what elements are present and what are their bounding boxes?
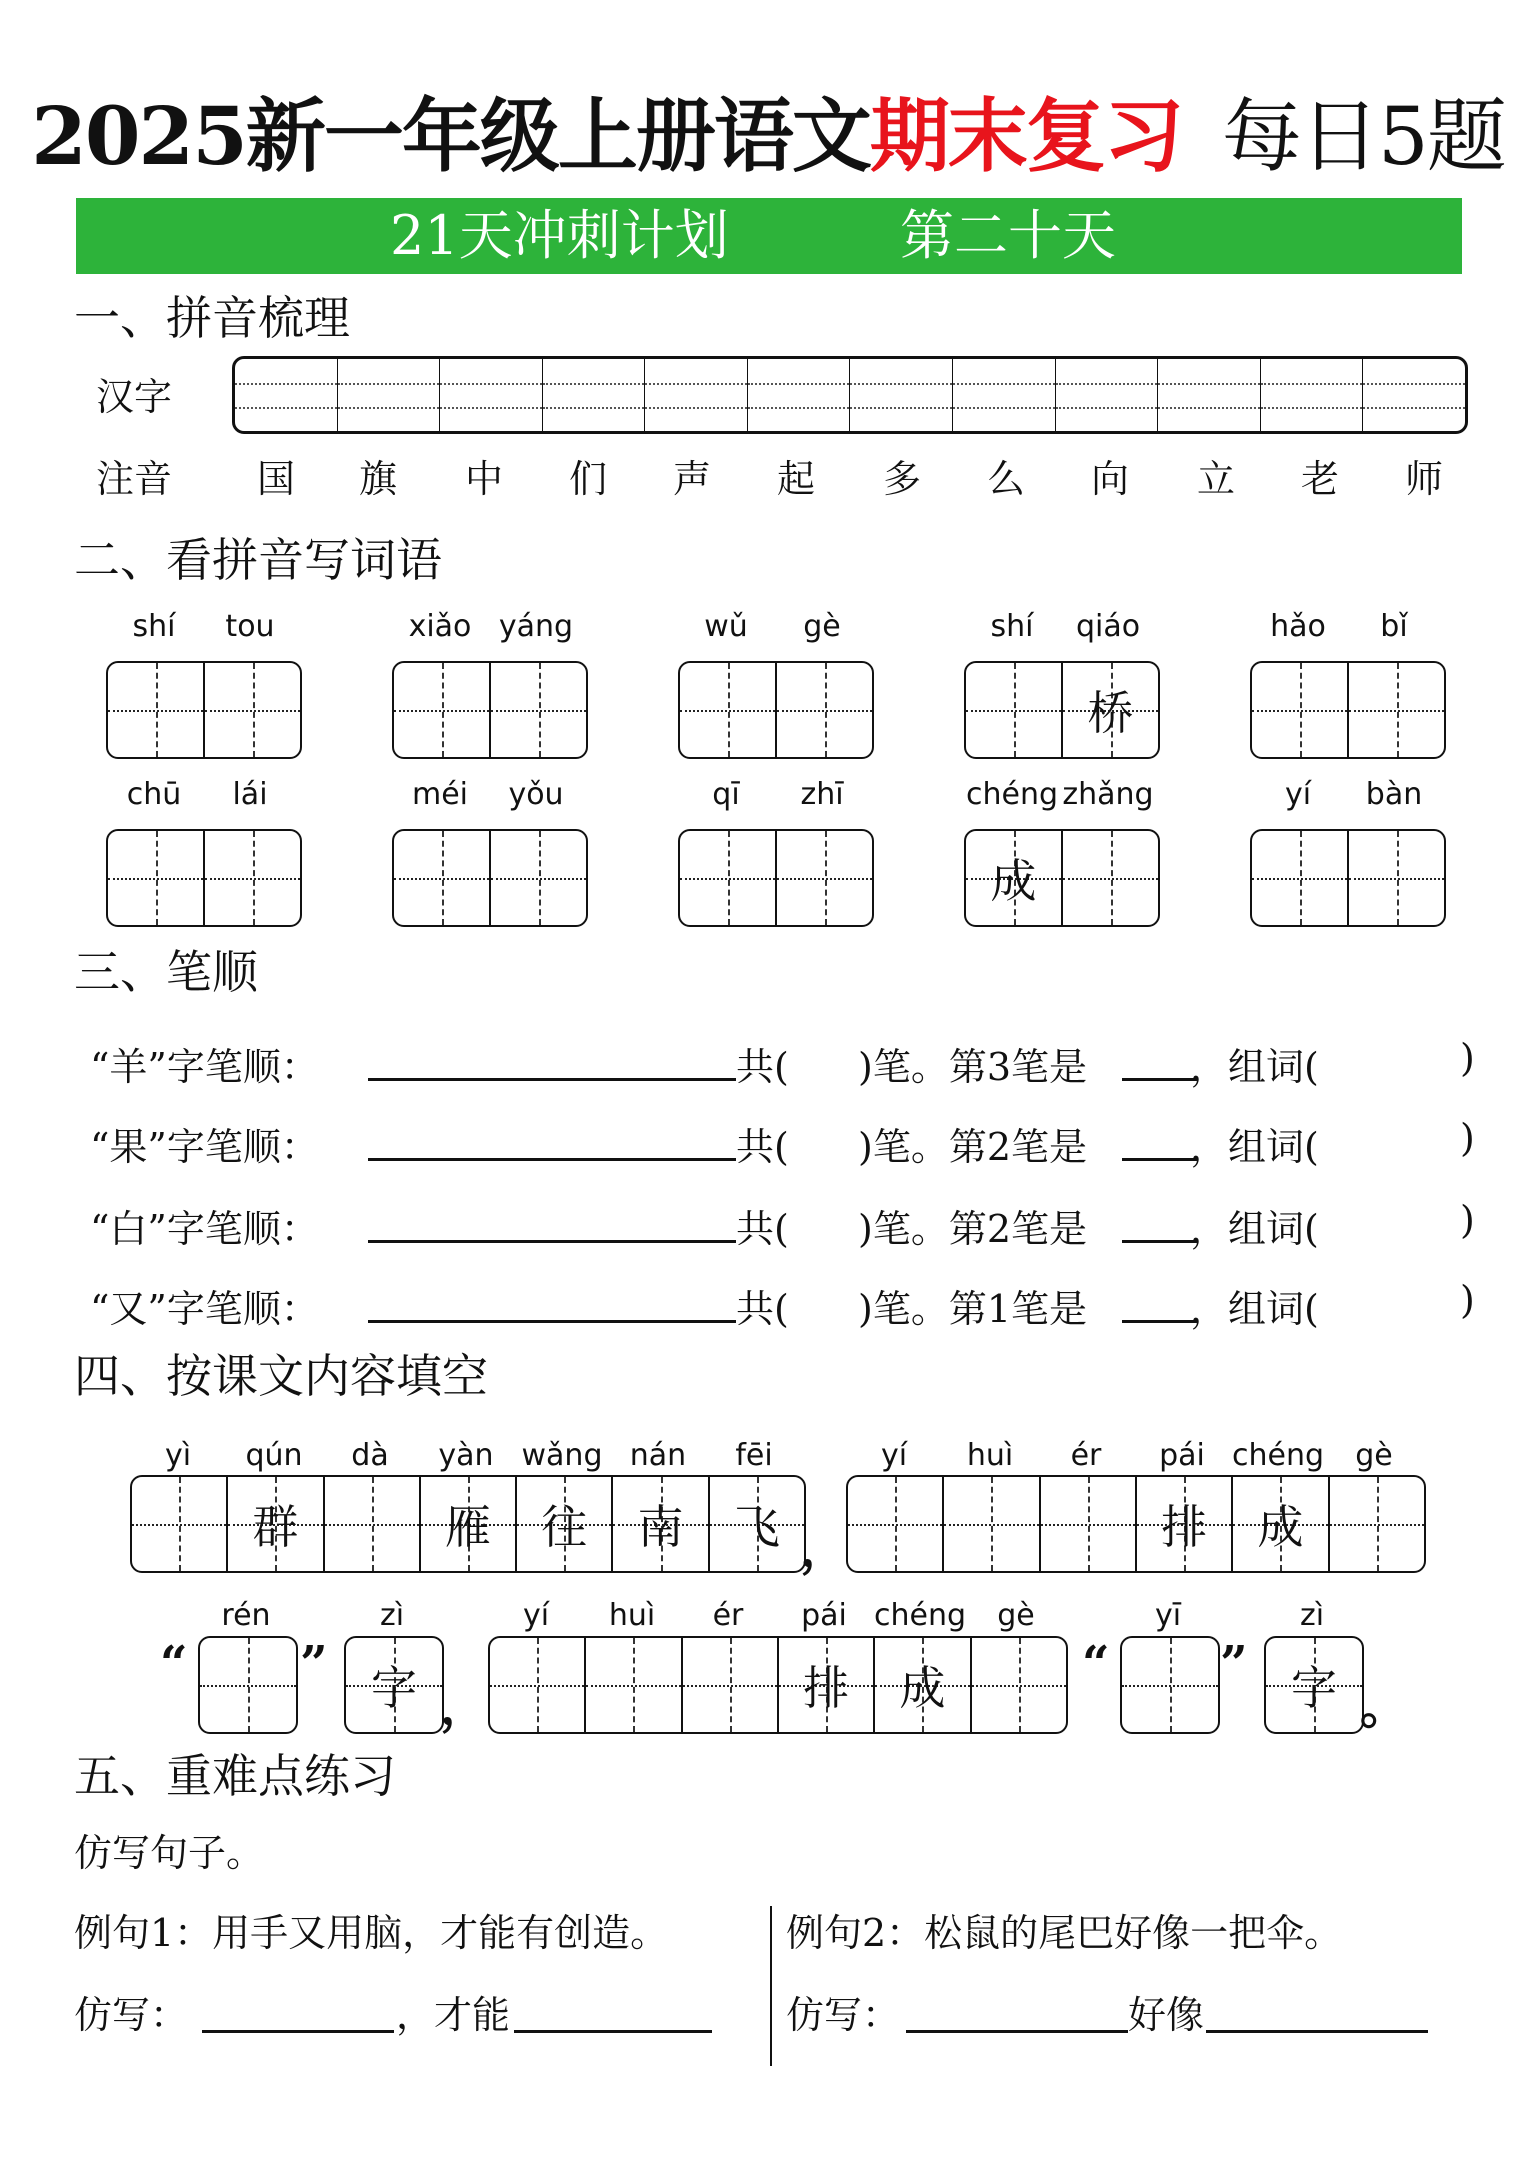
- imitate-2: [786, 1984, 1486, 2044]
- imitate-1-connector: ，才能: [396, 1993, 511, 2037]
- tianzige-box: [1264, 1636, 1364, 1734]
- tianzige-cell[interactable]: [205, 831, 300, 925]
- section4-title: 四、按课文内容填空: [74, 1349, 488, 1403]
- tianzige-cell[interactable]: [848, 1477, 944, 1571]
- pinyin-syllable: wǔ: [704, 609, 748, 644]
- tianzige-cell[interactable]: [944, 1477, 1040, 1571]
- pinyin-syllable: méi: [411, 777, 469, 812]
- zhuyin-char: 起: [777, 457, 816, 501]
- tianzige-cell[interactable]: [132, 1477, 228, 1571]
- tianzige-box: [488, 1636, 1068, 1734]
- given-character: 桥: [1087, 686, 1134, 740]
- stroke-nth-label: )笔。第2笔是: [858, 1207, 1088, 1251]
- given-character: 排: [803, 1661, 850, 1715]
- given-character: 排: [1161, 1500, 1208, 1554]
- punctuation-open-quote: “: [1082, 1636, 1110, 1692]
- pinyin-syllable: yàn: [438, 1438, 494, 1473]
- section1-title: 一、拼音梳理: [74, 291, 350, 345]
- tianzige-cell[interactable]: [491, 831, 586, 925]
- tianzige-cell[interactable]: [972, 1638, 1066, 1732]
- example-sentence-1: 例句1：用手又用脑，才能有创造。: [74, 1911, 669, 1955]
- tianzige-cell[interactable]: [108, 663, 205, 757]
- tianzige-cell[interactable]: [710, 1477, 804, 1571]
- hanzi-label: 汉字: [96, 375, 173, 419]
- tianzige-cell[interactable]: [491, 663, 586, 757]
- tianzige-cell[interactable]: [966, 663, 1063, 757]
- instruction: 仿写句子。: [74, 1831, 265, 1875]
- imitate-1-blank-b[interactable]: [514, 2030, 712, 2033]
- pinyin-syllable: pái: [1159, 1438, 1205, 1473]
- tianzige-cell[interactable]: [200, 1638, 296, 1732]
- tianzige-box: [344, 1636, 444, 1734]
- tianzige-cell[interactable]: [490, 1638, 586, 1732]
- nth-stroke-blank[interactable]: [1122, 1240, 1196, 1243]
- tianzige-cell[interactable]: [1266, 1638, 1362, 1732]
- tianzige-cell[interactable]: [205, 663, 300, 757]
- stroke-order-row: [90, 1116, 1490, 1172]
- nth-stroke-blank[interactable]: [1122, 1078, 1196, 1081]
- pinyin-syllable: yí: [1284, 777, 1312, 812]
- example-sentence-2: 例句2：松鼠的尾巴好像一把伞。: [786, 1911, 1343, 1955]
- hanzi-cell[interactable]: [338, 359, 441, 431]
- pinyin-syllable: zì: [379, 1598, 405, 1633]
- zuci-label: ，组词(: [1190, 1125, 1319, 1169]
- pinyin-syllable: pái: [801, 1598, 847, 1633]
- imitate-2-blank-b[interactable]: [1206, 2030, 1428, 2033]
- tianzige-box: [392, 829, 588, 927]
- tianzige-cell[interactable]: [1122, 1638, 1218, 1732]
- tianzige-box: [106, 829, 302, 927]
- page-title: [0, 72, 1536, 187]
- plan-banner: [76, 198, 1462, 274]
- imitate-1: [74, 1984, 754, 2044]
- tianzige-cell[interactable]: [683, 1638, 779, 1732]
- tianzige-box: [1250, 661, 1446, 759]
- tianzige-box: [678, 829, 874, 927]
- pinyin-syllable: wǎng: [521, 1438, 603, 1473]
- tianzige-cell[interactable]: [680, 831, 777, 925]
- stroke-order-blank[interactable]: [368, 1158, 736, 1161]
- tianzige-cell[interactable]: [1349, 831, 1444, 925]
- pinyin-syllable: gè: [997, 1598, 1035, 1633]
- stroke-nth-label: )笔。第2笔是: [858, 1125, 1088, 1169]
- imitate-1-blank-a[interactable]: [202, 2030, 394, 2033]
- stroke-nth-label: )笔。第3笔是: [858, 1045, 1088, 1089]
- hanzi-cell[interactable]: [1363, 359, 1465, 431]
- zhuyin-label: 注音: [96, 457, 173, 501]
- title-main: 2025新一年级上册语文: [31, 89, 870, 183]
- punctuation-period: 。: [1360, 1679, 1409, 1735]
- title-highlight: 期末复习: [869, 89, 1182, 183]
- tianzige-cell[interactable]: [228, 1477, 324, 1571]
- hanzi-cell[interactable]: [543, 359, 646, 431]
- section5-title: 五、重难点练习: [74, 1749, 396, 1803]
- tianzige-cell[interactable]: [517, 1477, 613, 1571]
- pinyin-syllable: fēi: [735, 1438, 773, 1473]
- pinyin-syllable: rén: [221, 1598, 271, 1633]
- banner-plan: 21天冲刺计划: [390, 204, 729, 267]
- stroke-total-label: 共(: [736, 1207, 789, 1251]
- tianzige-box: [106, 661, 302, 759]
- zhuyin-char: 国: [257, 457, 296, 501]
- hanzi-cell[interactable]: [440, 359, 543, 431]
- nth-stroke-blank[interactable]: [1122, 1158, 1196, 1161]
- pinyin-syllable: zhī: [800, 777, 844, 812]
- tianzige-box: [392, 661, 588, 759]
- stroke-prefix: “又”字笔顺：: [90, 1287, 319, 1331]
- tianzige-cell[interactable]: [779, 1638, 875, 1732]
- tianzige-box: [846, 1475, 1426, 1573]
- given-character: 雁: [444, 1500, 491, 1554]
- tianzige-box: [130, 1475, 806, 1573]
- pinyin-syllable: tou: [225, 609, 275, 644]
- tianzige-cell[interactable]: [421, 1477, 517, 1571]
- tianzige-box: [678, 661, 874, 759]
- punctuation-close-quote: ”: [300, 1636, 328, 1692]
- given-character: 字: [371, 1661, 417, 1715]
- section2-title: 二、看拼音写词语: [74, 533, 442, 587]
- pinyin-syllable: bàn: [1365, 777, 1423, 812]
- given-character: 成: [1257, 1500, 1304, 1554]
- tianzige-cell[interactable]: [325, 1477, 421, 1571]
- tianzige-cell[interactable]: [1041, 1477, 1137, 1571]
- pinyin-syllable: yí: [880, 1438, 908, 1473]
- hanzi-cell[interactable]: [748, 359, 851, 431]
- stroke-order-row: [90, 1198, 1490, 1254]
- pinyin-syllable: hǎo: [1270, 609, 1326, 644]
- tianzige-cell[interactable]: [1252, 831, 1349, 925]
- column-divider: [770, 1906, 772, 2066]
- pinyin-syllable: gè: [803, 609, 841, 644]
- pinyin-syllable: ér: [1070, 1438, 1102, 1473]
- stroke-prefix: “白”字笔顺：: [90, 1207, 319, 1251]
- zuci-label: ，组词(: [1190, 1207, 1319, 1251]
- stroke-prefix: “羊”字笔顺：: [90, 1045, 319, 1089]
- pinyin-syllable: huì: [966, 1438, 1014, 1473]
- tianzige-box: [964, 829, 1160, 927]
- zhuyin-char: 旗: [359, 457, 398, 501]
- pinyin-syllable: xiǎo: [408, 609, 472, 644]
- tianzige-cell[interactable]: [777, 663, 872, 757]
- tianzige-cell[interactable]: [394, 663, 491, 757]
- imitate-2-connector: 好像: [1128, 1993, 1205, 2037]
- stroke-order-blank[interactable]: [368, 1240, 736, 1243]
- given-character: 飞: [733, 1500, 780, 1554]
- zhuyin-char: 立: [1197, 457, 1236, 501]
- given-character: 往: [541, 1500, 588, 1554]
- tianzige-cell[interactable]: [680, 663, 777, 757]
- stroke-total-label: 共(: [736, 1045, 789, 1089]
- punctuation-open-quote: “: [160, 1636, 188, 1692]
- punctuation-close-quote: ”: [1220, 1636, 1248, 1692]
- title-suffix: 每日5题: [1221, 90, 1505, 183]
- nth-stroke-blank[interactable]: [1122, 1320, 1196, 1323]
- pinyin-syllable: lái: [232, 777, 268, 812]
- hanzi-cell[interactable]: [953, 359, 1056, 431]
- pinyin-syllable: chū: [126, 777, 182, 812]
- pinyin-syllable: zì: [1299, 1598, 1325, 1633]
- imitate-2-blank-a[interactable]: [906, 2030, 1128, 2033]
- stroke-order-row: [90, 1036, 1490, 1092]
- tianzige-cell[interactable]: [394, 831, 491, 925]
- pinyin-syllable: qiáo: [1075, 609, 1141, 644]
- hanzi-writing-row[interactable]: [232, 356, 1468, 434]
- pinyin-syllable: huì: [608, 1598, 656, 1633]
- zhuyin-char: 多: [883, 457, 922, 501]
- pinyin-syllable: zhǎng: [1062, 777, 1154, 812]
- stroke-nth-label: )笔。第1笔是: [858, 1287, 1088, 1331]
- given-character: 南: [637, 1500, 684, 1554]
- pinyin-syllable: chéng: [965, 777, 1059, 812]
- tianzige-cell[interactable]: [777, 831, 872, 925]
- pinyin-syllable: yì: [164, 1438, 192, 1473]
- tianzige-cell[interactable]: [966, 831, 1063, 925]
- hanzi-cell[interactable]: [1158, 359, 1261, 431]
- pinyin-syllable: nán: [629, 1438, 687, 1473]
- pinyin-syllable: gè: [1355, 1438, 1393, 1473]
- given-character: 字: [1291, 1661, 1337, 1715]
- pinyin-syllable: chéng: [1231, 1438, 1325, 1473]
- pinyin-syllable: shí: [990, 609, 1034, 644]
- given-character: 成: [899, 1661, 946, 1715]
- tianzige-cell[interactable]: [1233, 1477, 1329, 1571]
- punctuation-comma: ，: [440, 1679, 489, 1735]
- tianzige-cell[interactable]: [1349, 663, 1444, 757]
- pinyin-syllable: yáng: [498, 609, 574, 644]
- hanzi-cell[interactable]: [1261, 359, 1364, 431]
- zuci-close: ): [1460, 1278, 1475, 1322]
- tianzige-cell[interactable]: [108, 831, 205, 925]
- zhuyin-char: 们: [569, 457, 608, 501]
- tianzige-cell[interactable]: [1063, 663, 1158, 757]
- banner-day: 第二十天: [900, 204, 1116, 267]
- pinyin-syllable: yí: [522, 1598, 550, 1633]
- given-character: 成: [990, 854, 1037, 908]
- hanzi-cell[interactable]: [235, 359, 338, 431]
- imitate-label: 仿写：: [74, 1993, 189, 2037]
- section3-title: 三、笔顺: [74, 945, 258, 999]
- stroke-order-row: [90, 1278, 1490, 1334]
- tianzige-cell[interactable]: [1063, 831, 1158, 925]
- hanzi-cell[interactable]: [1056, 359, 1159, 431]
- tianzige-cell[interactable]: [1330, 1477, 1424, 1571]
- zuci-close: ): [1460, 1198, 1475, 1242]
- tianzige-cell[interactable]: [1137, 1477, 1233, 1571]
- tianzige-cell[interactable]: [613, 1477, 709, 1571]
- zuci-close: ): [1460, 1036, 1475, 1080]
- punctuation-comma: ，: [800, 1521, 849, 1577]
- pinyin-syllable: qī: [712, 777, 740, 812]
- pinyin-syllable: yǒu: [508, 777, 564, 812]
- stroke-order-blank[interactable]: [368, 1078, 736, 1081]
- tianzige-cell[interactable]: [1252, 663, 1349, 757]
- pinyin-syllable: ér: [712, 1598, 744, 1633]
- imitate-label: 仿写：: [786, 1993, 901, 2037]
- pinyin-syllable: dà: [351, 1438, 389, 1473]
- hanzi-cell[interactable]: [645, 359, 748, 431]
- zuci-close: ): [1460, 1116, 1475, 1160]
- zhuyin-char: 老: [1301, 457, 1340, 501]
- stroke-total-label: 共(: [736, 1125, 789, 1169]
- tianzige-box: [964, 661, 1160, 759]
- tianzige-box: [198, 1636, 298, 1734]
- pinyin-syllable: bǐ: [1380, 609, 1408, 644]
- tianzige-cell[interactable]: [346, 1638, 442, 1732]
- zhuyin-char: 师: [1405, 457, 1444, 501]
- zhuyin-char: 中: [465, 457, 504, 501]
- pinyin-syllable: yī: [1154, 1598, 1182, 1633]
- stroke-order-blank[interactable]: [368, 1320, 736, 1323]
- zuci-label: ，组词(: [1190, 1287, 1319, 1331]
- tianzige-box: [1120, 1636, 1220, 1734]
- pinyin-syllable: shí: [132, 609, 176, 644]
- hanzi-cell[interactable]: [850, 359, 953, 431]
- zhuyin-char: 声: [673, 457, 712, 501]
- pinyin-syllable: chéng: [873, 1598, 967, 1633]
- zhuyin-char: 么: [987, 457, 1026, 501]
- given-character: 群: [252, 1500, 299, 1554]
- tianzige-cell[interactable]: [586, 1638, 682, 1732]
- zhuyin-characters: [0, 448, 1536, 508]
- stroke-total-label: 共(: [736, 1287, 789, 1331]
- stroke-prefix: “果”字笔顺：: [90, 1125, 319, 1169]
- tianzige-box: [1250, 829, 1446, 927]
- zhuyin-char: 向: [1091, 457, 1130, 501]
- pinyin-syllable: qún: [245, 1438, 303, 1473]
- zuci-label: ，组词(: [1190, 1045, 1319, 1089]
- tianzige-cell[interactable]: [875, 1638, 971, 1732]
